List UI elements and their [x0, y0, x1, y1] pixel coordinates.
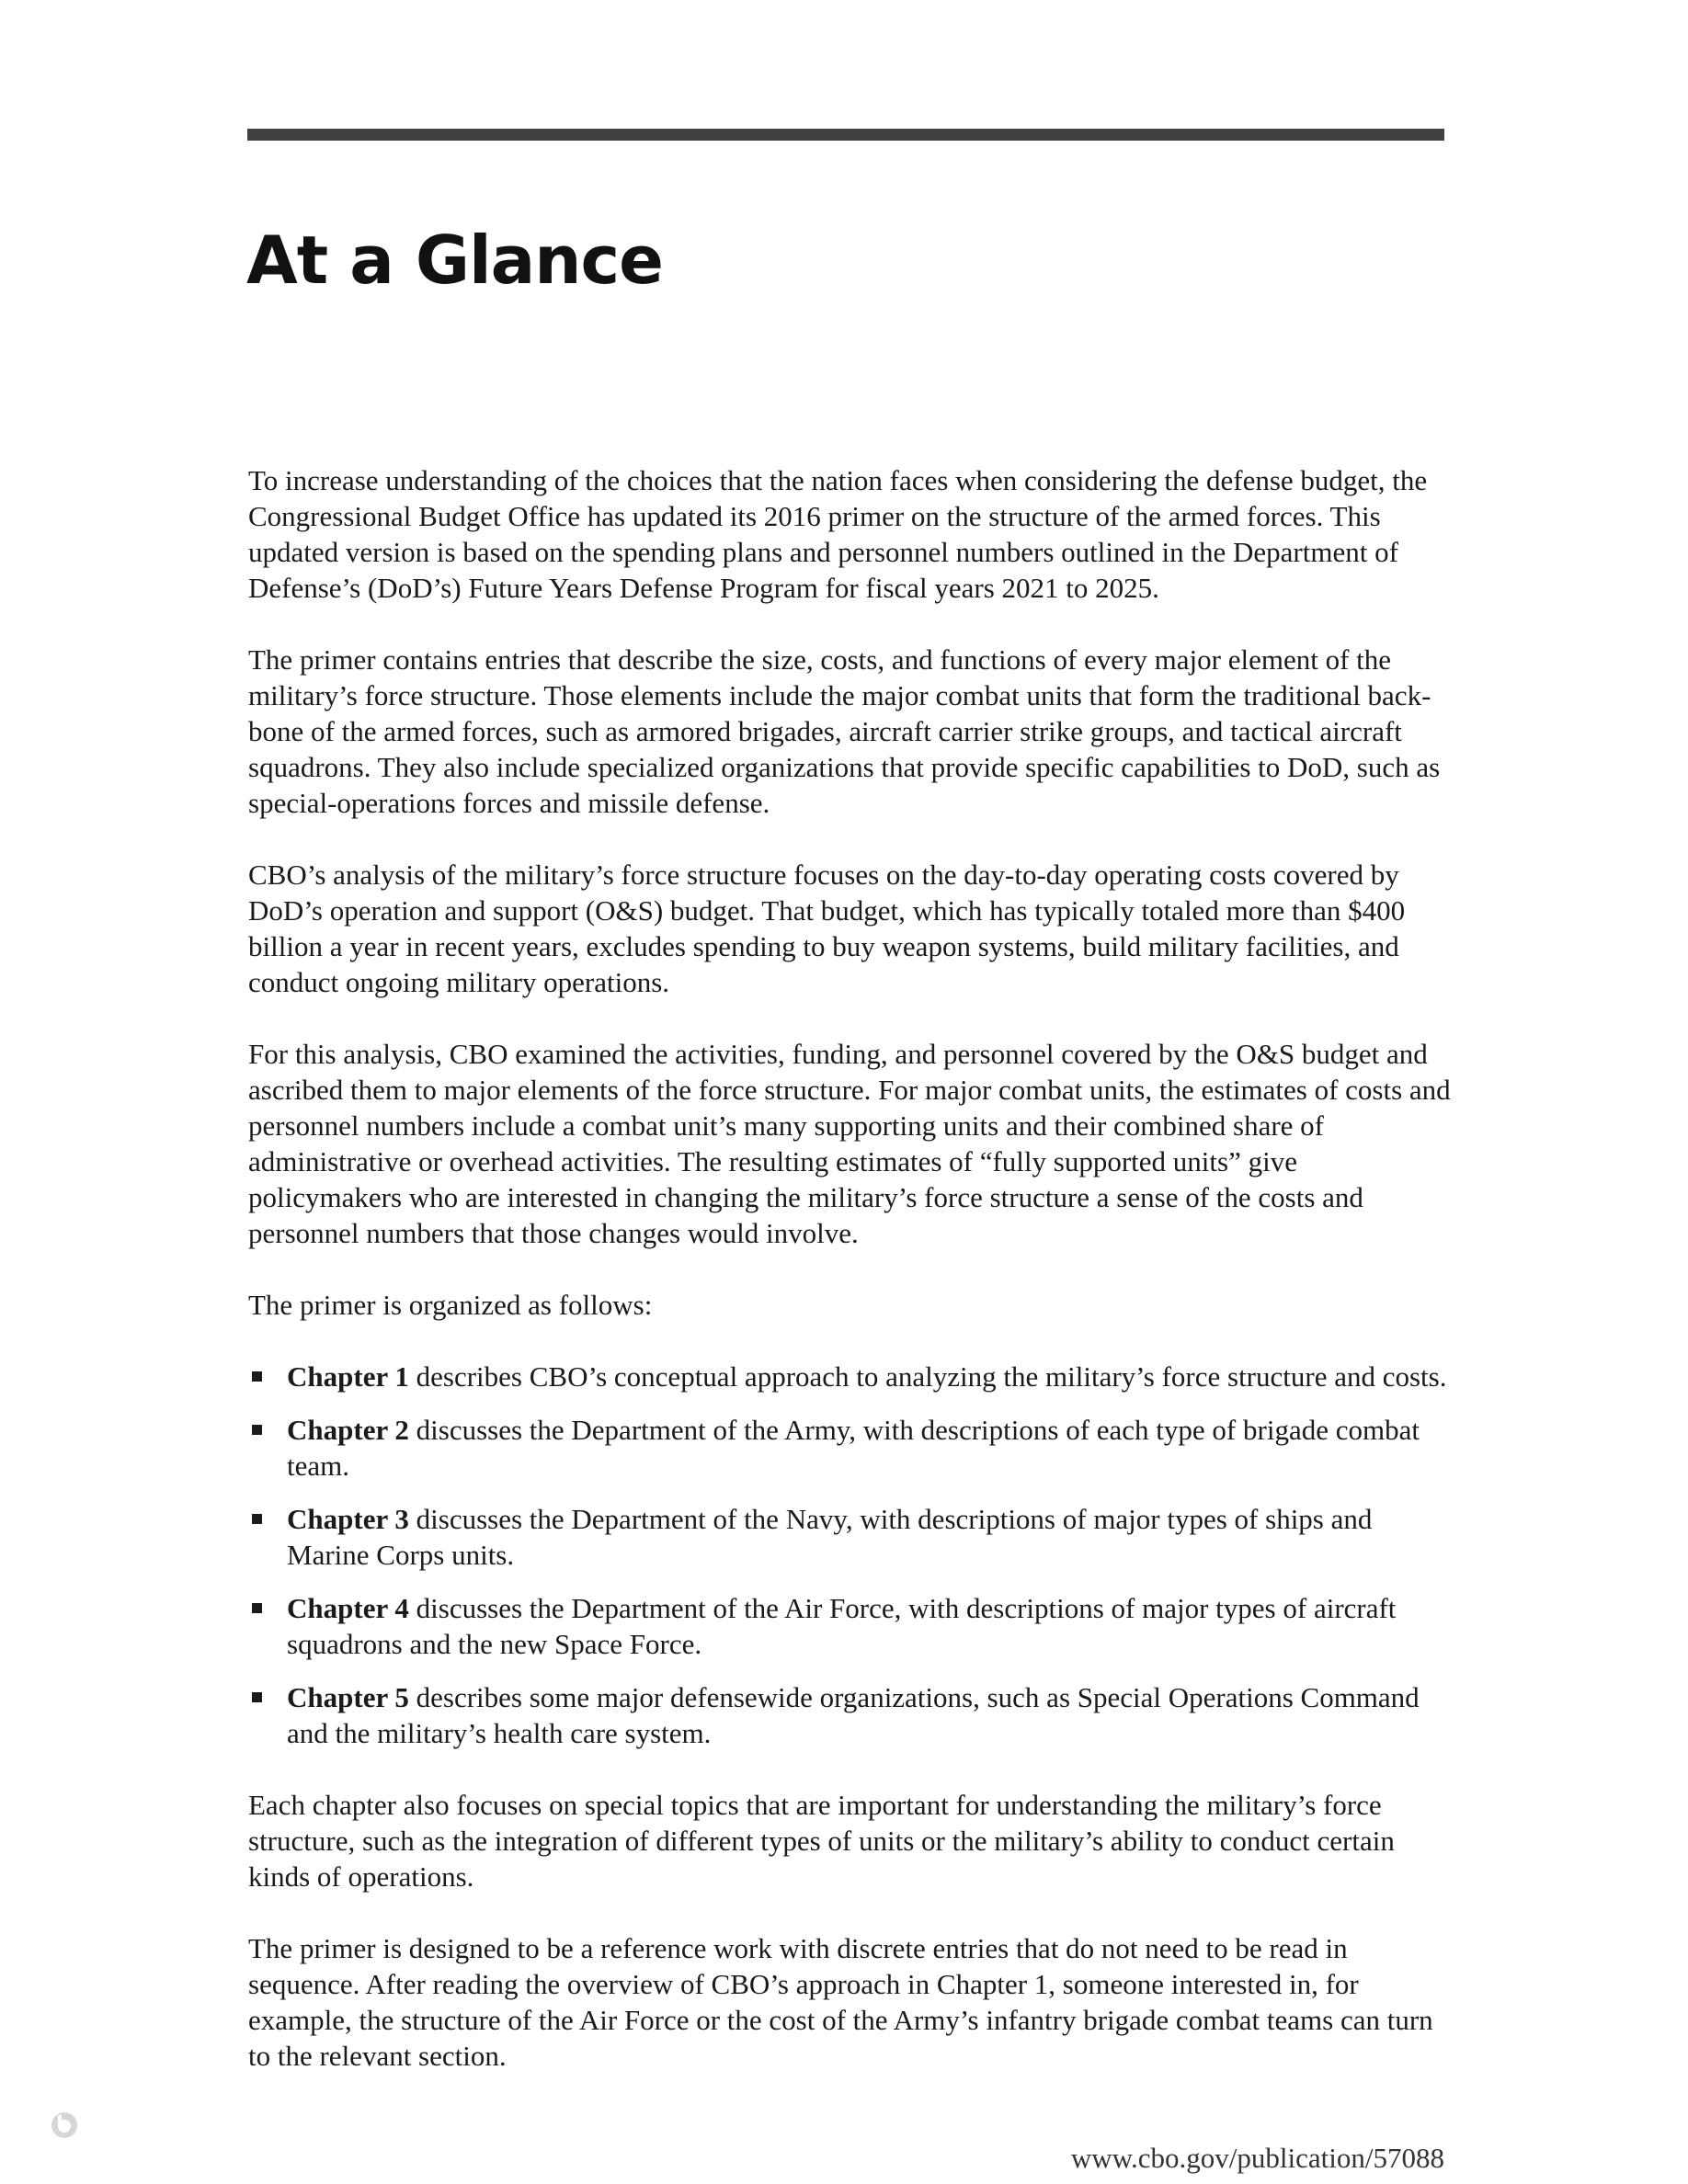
- organization-lead-in: The primer is organized as follows:: [248, 1289, 653, 1321]
- chapter-list-item: [248, 1590, 1453, 1662]
- chapter-lead: Chapter 3: [287, 1503, 409, 1535]
- square-bullet-icon: [252, 1692, 262, 1702]
- intro-paragraph-3: CBO’s analysis of the military’s force structure focuses on the day-to-day operating costs covered by DoD’s operation and support (O&S) budget. That budget, which has typically totaled more than $400 billion a year in recent years, excludes spending to buy weapon systems, build military facilities, and conduct ongoing military operations.: [248, 859, 1406, 998]
- top-rule: [247, 129, 1444, 141]
- chapter-description: discusses the Department of the Army, with descriptions of each type of brigade combat team.: [287, 1414, 1420, 1482]
- square-bullet-icon: [252, 1425, 262, 1435]
- intro-paragraph-1: To increase understanding of the choices that the nation faces when considering the defense budget, the Congressional Budget Office has updated its 2016 primer on the structure of the armed forces. This updated version is based on the spending plans and personnel numbers outlined in the Department of Defense’s (DoD’s) Future Years Defense Program for fiscal years 2021 to 2025.: [248, 464, 1428, 604]
- chapter-list-item: [248, 1501, 1453, 1573]
- chapter-lead: Chapter 1: [287, 1360, 409, 1393]
- chapter-list-item: [248, 1359, 1453, 1394]
- footer-publication-link[interactable]: www.cbo.gov/publication/57088: [1070, 2142, 1444, 2174]
- intro-paragraph-2: The primer contains entries that describe the size, costs, and functions of every major element of the military’s force structure. Those elements include the major combat units that form the traditional back-bone of the armed forces, such as armored brigades, aircraft carrier strike groups, and tactical aircraft squadrons. They also include specialized organizations that provide specific capabilities to DoD, such as special-operations forces and missile defense.: [248, 643, 1441, 819]
- chapter-list-item: [248, 1412, 1453, 1484]
- chapter-description: discusses the Department of the Air Force, with descriptions of major types of aircraft squadrons and the new Space Force.: [287, 1592, 1397, 1660]
- square-bullet-icon: [252, 1603, 262, 1613]
- chapter-description: discusses the Department of the Navy, with descriptions of major types of ships and Marine Corps units.: [287, 1503, 1373, 1571]
- closing-paragraph-2: The primer is designed to be a reference work with discrete entries that do not need to be read in sequence. After reading the overview of CBO’s approach in Chapter 1, someone interested in, for example, the structure of the Air Force or the cost of the Army’s infantry brigade combat teams can turn to the relevant section.: [248, 1932, 1433, 2072]
- chapter-lead: Chapter 2: [287, 1414, 409, 1446]
- square-bullet-icon: [252, 1514, 262, 1524]
- chapter-lead: Chapter 4: [287, 1592, 409, 1624]
- chapter-lead: Chapter 5: [287, 1681, 409, 1713]
- body-text: [248, 462, 1453, 2110]
- square-bullet-icon: [252, 1371, 262, 1382]
- closing-paragraph-1: Each chapter also focuses on special topics that are important for understanding the military’s force structure, such as the integration of different types of units or the military’s ability to conduct certain kinds of operations.: [248, 1789, 1395, 1893]
- chapter-list-item: [248, 1679, 1453, 1751]
- page-title: At a Glance: [246, 222, 663, 299]
- intro-paragraph-4: For this analysis, CBO examined the activities, funding, and personnel covered by the O&S budget and ascribed them to major elements of the force structure. For major combat units, the estimates of costs and personnel numbers include a combat unit’s many supporting units and their combined share of administrative or overhead activities. The resulting estimates of “fully supported units” give policymakers who are interested in changing the military’s force structure a sense of the costs and personnel numbers that those changes would involve.: [248, 1038, 1451, 1249]
- chapter-list: [248, 1359, 1453, 1751]
- chapter-description: describes CBO’s conceptual approach to analyzing the military’s force structure and costs.: [408, 1360, 1447, 1393]
- chapter-description: describes some major defensewide organizations, such as Special Operations Command and the military’s health care system.: [287, 1681, 1420, 1749]
- circle-logo-icon: [50, 2110, 79, 2140]
